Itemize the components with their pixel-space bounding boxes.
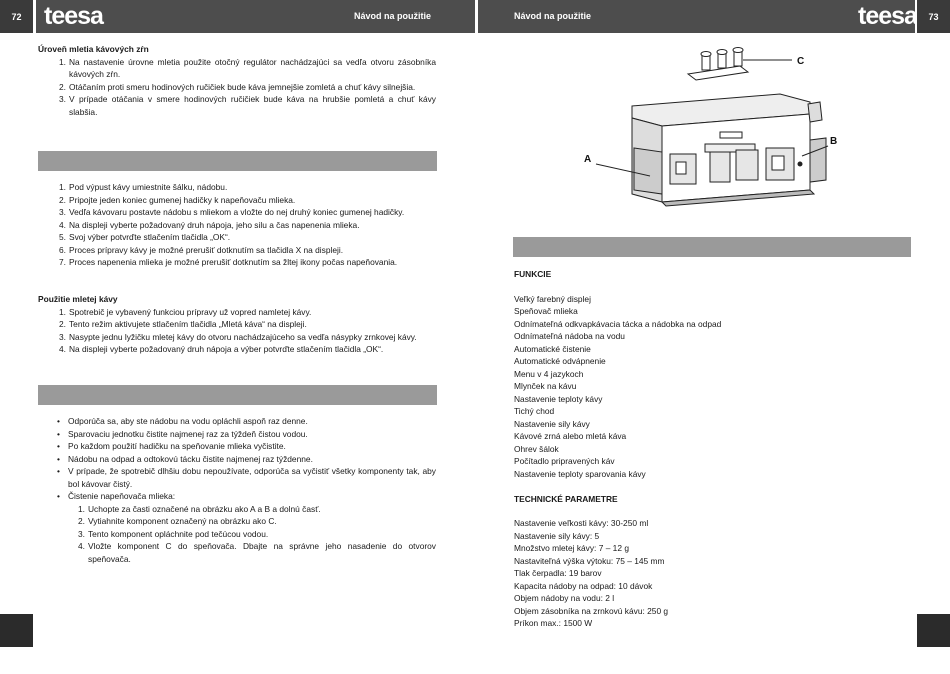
list-item: Nastavenie teploty kávy	[514, 393, 603, 404]
header-title-right: Návod na použitie	[514, 11, 592, 21]
list-item: 3. Tento komponent opláchnite pod tečúcou vodou.	[78, 528, 269, 539]
list-item: 4. Vložte komponent C do speňovača. Dbajte na správne jeho nasadenie do otvorov speňovača.	[78, 541, 436, 564]
list-item: Nastavenie sily kávy	[514, 418, 590, 429]
list-item: Odnímateľná nádoba na vodu	[514, 331, 625, 341]
list-item: Automatické čistenie	[514, 343, 591, 354]
label-a: A	[584, 154, 592, 165]
header-title-left: Návod na použitie	[354, 11, 432, 21]
section-bar	[513, 237, 911, 257]
list-item: Objem nádoby na vodu: 2 l	[514, 593, 615, 603]
list-item: 1. Spotrebič je vybavený funkciou prípravy už vopred namletej kávy.	[59, 306, 312, 317]
list-item: • Odporúča sa, aby ste nádobu na vodu opláchli aspoň raz denne.	[57, 416, 308, 426]
list-item: Kapacita nádoby na odpad: 10 dávok	[514, 580, 653, 591]
list-item: Speňovač mlieka	[514, 306, 578, 316]
list-item: Nastavenie teploty sparovania kávy	[514, 468, 646, 479]
list-item: Veľký farebný displej	[514, 293, 591, 304]
cleaning-section	[38, 415, 436, 565]
list-item: • Nádobu na odpad a odtokovú tácku čistite najmenej raz týždenne.	[57, 453, 313, 464]
list-item: Počítadlo pripravených káv	[514, 456, 615, 466]
list-item: 6. Proces prípravy kávy je možné prerušiť dotknutím sa tlačidla X na displeji.	[59, 244, 344, 255]
page-number-left: 72	[0, 0, 33, 33]
list-item: 2. Tento režim aktivujete stlačením tlačidla „Mletá káva“ na displeji.	[59, 319, 307, 329]
list-item: 1. Na nastavenie úrovne mletia použite otočný regulátor nachádzajúci sa vedľa otvoru zásobníka kávových zŕn.	[59, 56, 436, 79]
grind-heading: Úroveň mletia kávových zŕn	[38, 44, 149, 54]
list-item: 7. Proces napenenia mlieka je možné prerušiť dotknutím sa žltej ikony počas napeňovania.	[59, 257, 398, 267]
tech-heading: TECHNICKÉ PARAMETRE	[514, 493, 618, 504]
list-item: Mlynček na kávu	[514, 381, 577, 391]
list-item: 5. Svoj výber potvrďte stlačením tlačidla „OK“.	[59, 232, 231, 242]
list-item: 2. Otáčaním proti smeru hodinových ručičiek bude káva jemnejšie zomletá a chuť kávy silnejšia.	[59, 81, 416, 92]
grind-section	[38, 43, 436, 118]
list-item: • Čistenie napeňovača mlieka:	[57, 491, 176, 501]
list-item: 2. Vytiahnite komponent označený na obrázku ako C.	[78, 516, 277, 526]
label-b: B	[830, 136, 838, 147]
functions-heading: FUNKCIE	[514, 269, 552, 279]
list-item: 4. Na displeji vyberte požadovaný druh nápoja, jeho silu a čas napenenia mlieka.	[59, 219, 360, 230]
list-item: Nastaviteľná výška výtoku: 75 – 145 mm	[514, 555, 665, 566]
list-item: 4. Na displeji vyberte požadovaný druh nápoja a výber potvrďte stlačením tlačidla „OK“.	[59, 344, 384, 354]
side-tab-left	[0, 614, 33, 647]
brand-logo-left: teesa	[44, 2, 103, 30]
side-tab-right	[917, 614, 950, 647]
ground-coffee-list	[38, 306, 436, 356]
milk-section	[38, 181, 436, 269]
list-item: Tlak čerpadla: 19 barov	[514, 568, 602, 578]
list-item: • Po každom použití hadičku na speňovanie mlieka vyčistite.	[57, 441, 286, 451]
list-item: • V prípade, že spotrebič dlhšiu dobu nepoužívate, odporúča sa vyčistiť všetky komponenty tak, aby bol kávovar čistý.	[57, 466, 436, 489]
list-item: 3. Vedľa kávovaru postavte nádobu s mliekom a vložte do nej druhý koniec gumenej hadičky.	[59, 207, 405, 217]
page-number-right: 73	[917, 0, 950, 33]
section-bar	[38, 151, 437, 171]
list-item: Automatické odvápnenie	[514, 356, 606, 366]
ground-coffee-heading: Použitie mletej kávy	[38, 294, 118, 304]
brand-logo-right: teesa	[858, 2, 917, 30]
list-item: Odnímateľná odkvapkávacia tácka a nádobka na odpad	[514, 318, 722, 329]
ground-coffee-section	[38, 293, 436, 356]
milk-frother-illustration	[570, 44, 850, 216]
milk-list	[38, 181, 436, 269]
list-item: • Sparovaciu jednotku čistite najmenej raz za týždeň čistou vodou.	[57, 428, 308, 439]
list-item: Ohrev šálok	[514, 443, 559, 454]
cleaning-sublist	[38, 503, 436, 566]
list-item: Množstvo mletej kávy: 7 – 12 g	[514, 543, 629, 553]
list-item: 2. Pripojte jeden koniec gumenej hadičky k napeňovaču mlieka.	[59, 194, 296, 205]
list-item: Tichý chod	[514, 406, 555, 416]
list-item: Nastavenie sily kávy: 5	[514, 530, 600, 541]
list-item: Kávové zrná alebo mletá káva	[514, 431, 627, 441]
features-section	[514, 268, 911, 630]
grind-list	[38, 56, 436, 119]
section-bar	[38, 385, 437, 405]
list-item: 3. V prípade otáčania v smere hodinových ručičiek bude káva na hrubšie pomletá a chuť kávy slabšia.	[59, 94, 436, 117]
list-item: 3. Nasypte jednu lyžičku mletej kávy do otvoru nachádzajúceho sa vedľa násypky zrnkovej kávy.	[59, 331, 417, 342]
list-item: Menu v 4 jazykoch	[514, 368, 584, 379]
label-c: C	[797, 56, 805, 67]
component-c	[688, 48, 792, 81]
list-item: 1. Uchopte za časti označené na obrázku ako A a B a dolnú časť.	[78, 503, 321, 514]
list-item: Príkon max.: 1500 W	[514, 618, 593, 628]
list-item: 1. Pod výpust kávy umiestnite šálku, nádobu.	[59, 182, 228, 192]
list-item: Objem zásobníka na zrnkovú kávu: 250 g	[514, 605, 669, 616]
cleaning-list	[38, 415, 436, 503]
list-item: Nastavenie veľkosti kávy: 30-250 ml	[514, 518, 649, 528]
